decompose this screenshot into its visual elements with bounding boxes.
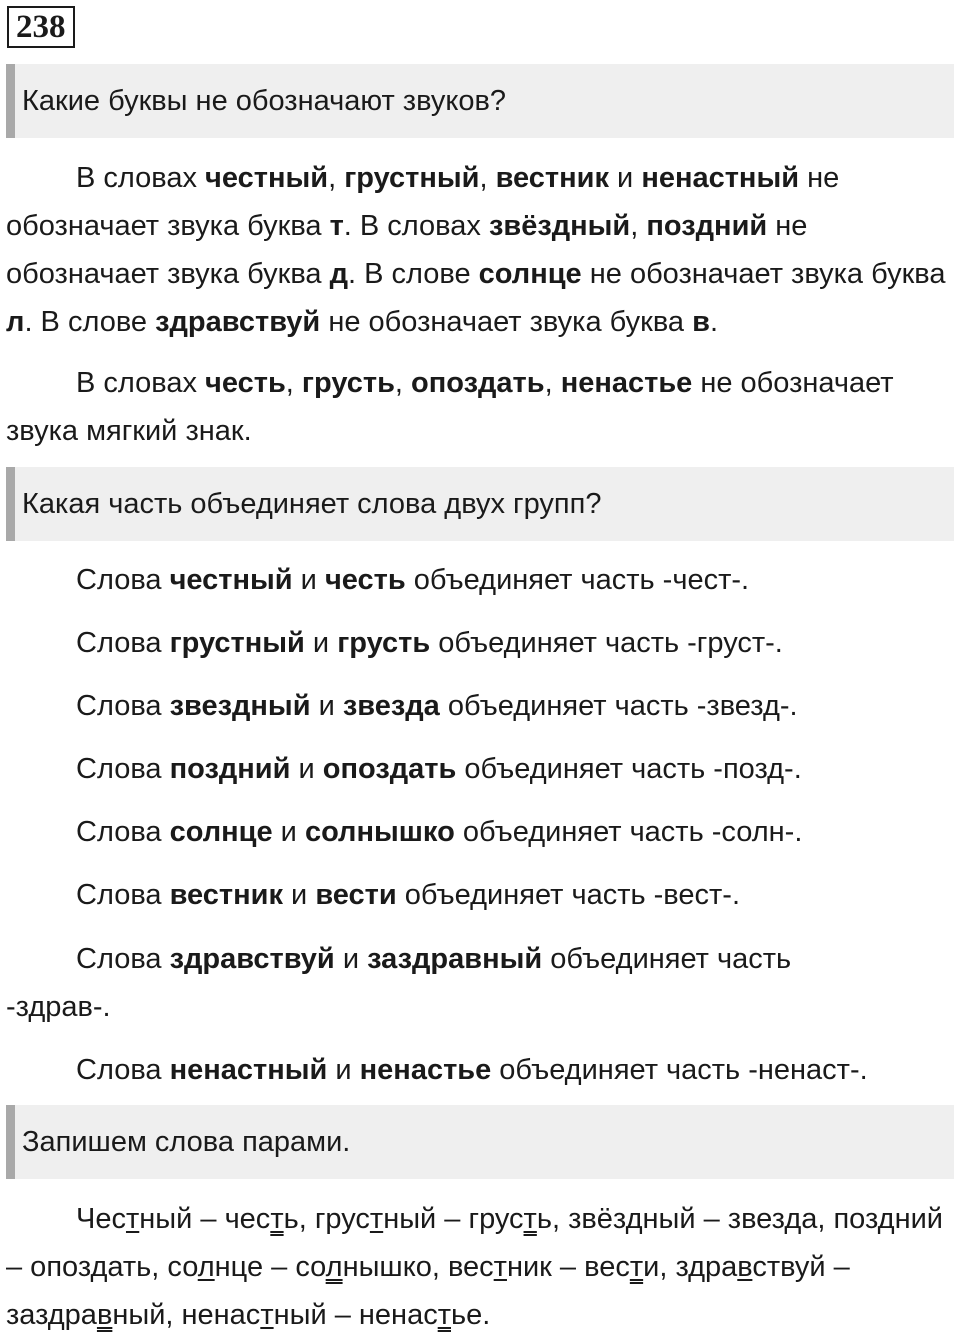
bold-word: звезда [342, 690, 440, 722]
pair-line: Слова ненастный и ненастье объединяет часть -ненаст-. [76, 1054, 868, 1086]
bold-word: здравствуй [155, 306, 321, 338]
underlined-letter: д [877, 1203, 895, 1235]
underlined-letter: л [197, 1251, 215, 1283]
double-underlined-letter: д [90, 1251, 108, 1283]
bold-word: честный [169, 564, 293, 596]
pair-line: Слова честный и честь объединяет часть -чест-. [76, 564, 750, 596]
underlined-letter: т [369, 1203, 384, 1235]
bold-word: поздний [646, 210, 768, 242]
question-heading-1: Какие буквы не обозначают звуков? [6, 64, 954, 138]
bold-word: звездный [169, 690, 311, 722]
underlined-letter: в [737, 1251, 753, 1283]
bold-word: солнце [169, 816, 273, 848]
bold-word: честь [324, 564, 406, 596]
bold-word: д [329, 258, 349, 290]
double-underlined-letter: т [270, 1203, 284, 1235]
double-underlined-letter: т [629, 1251, 644, 1283]
bold-word: вестник [169, 879, 283, 911]
bold-word: вестник [495, 162, 609, 194]
double-underlined-letter: д [784, 1203, 802, 1235]
bold-word: заздравный [367, 943, 543, 975]
bold-word: т [329, 210, 344, 242]
bold-word: честь [205, 367, 286, 399]
task-number: 238 [7, 6, 75, 48]
bold-word: опоздать [322, 753, 457, 785]
pair-line: Слова грустный и грусть объединяет часть -груст-. [76, 627, 783, 659]
word-pairs-paragraph: Честный – честь, грустный – грусть, звёздный – звезда, поздний – опоздать, солнце – солнышко, вестник – вести, здравствуй – заздравный, ненастный – ненастье. [6, 1203, 943, 1331]
bold-word: вести [315, 879, 397, 911]
pair-line: Слова поздний и опоздать объединяет часть -позд-. [76, 753, 802, 785]
pair-line: Слова вестник и вести объединяет часть -вест-. [76, 879, 741, 911]
bold-word: честный [205, 162, 329, 194]
question-heading-3: Запишем слова парами. [6, 1105, 954, 1179]
bold-word: солнце [478, 258, 582, 290]
bold-word: ненастье [359, 1054, 492, 1086]
double-underlined-letter: л [325, 1251, 343, 1283]
pair-line: Слова солнце и солнышко объединяет часть -солн-. [76, 816, 803, 848]
double-underlined-letter: т [437, 1299, 451, 1331]
double-underlined-letter: в [96, 1299, 113, 1331]
bold-word: ненастный [641, 162, 800, 194]
underlined-letter: т [260, 1299, 274, 1331]
pair-line: Слова звездный и звезда объединяет часть -звезд-. [76, 690, 798, 722]
answer-paragraph-1: В словах честный, грустный, вестник и ненастный не обозначает звука буква т. В словах звёздный, поздний не обозначает звука буква д. В слове солнце не обозначает звука буква л. В слове здравствуй не обозначает звука буква в. [6, 162, 946, 338]
underlined-letter: д [625, 1203, 643, 1235]
answer-paragraph-2: В словах честь, грусть, опоздать, ненастье не обозначает звука мягкий знак. [6, 367, 894, 447]
bold-word: грусть [301, 367, 395, 399]
bold-word: ненастный [169, 1054, 328, 1086]
bold-word: ненастье [560, 367, 693, 399]
bold-word: в [692, 306, 710, 338]
bold-word: поздний [169, 753, 291, 785]
double-underlined-letter: т [523, 1203, 537, 1235]
bold-word: солнышко [304, 816, 455, 848]
pair-line: Слова здравствуй и заздравный объединяет часть -здрав-. [6, 943, 792, 1023]
bold-word: грустный [169, 627, 305, 659]
bold-word: звёздный [488, 210, 631, 242]
bold-word: л [6, 306, 25, 338]
bold-word: опоздать [411, 367, 545, 399]
question-heading-2: Какая часть объединяет слова двух групп? [6, 467, 954, 541]
bold-word: грусть [337, 627, 431, 659]
underlined-letter: т [493, 1251, 507, 1283]
bold-word: здравствуй [169, 943, 335, 975]
bold-word: грустный [344, 162, 480, 194]
underlined-letter: т [125, 1203, 140, 1235]
